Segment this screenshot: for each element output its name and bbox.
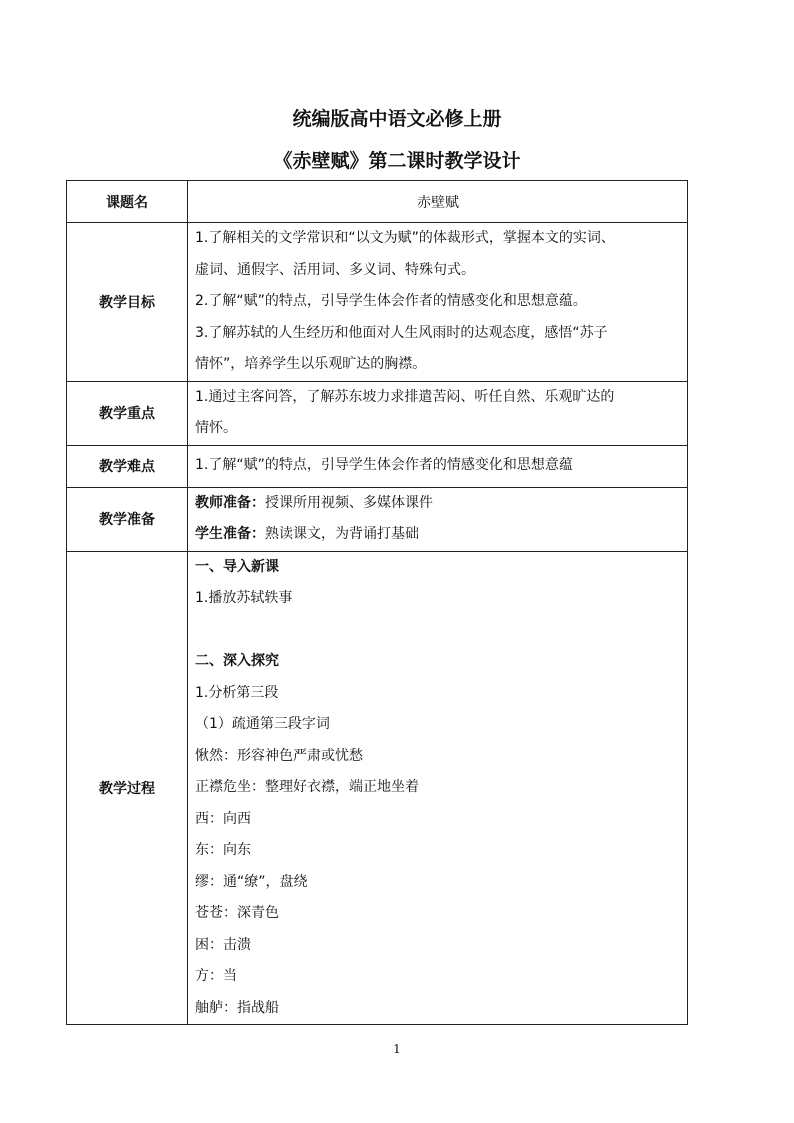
teacher-prep-text: 授课所用视频、多媒体课件 <box>265 494 433 511</box>
difficulty-content <box>188 445 688 487</box>
section-heading: 二、深入探究 <box>195 653 279 669</box>
label-focus: 教学重点 <box>67 381 188 445</box>
glossary-entry: 缪：通“缭”，盘绕 <box>195 873 308 890</box>
label-process: 教学过程 <box>67 551 188 1025</box>
preparation-content <box>188 487 688 551</box>
label-preparation: 教学准备 <box>67 487 188 551</box>
goal-line: 虚词、通假字、活用词、多义词、特殊句式。 <box>195 261 475 278</box>
page-number: 1 <box>393 1042 401 1056</box>
difficulty-line: 1.了解“赋”的特点，引导学生体会作者的情感变化和思想意蕴 <box>195 457 573 474</box>
table-row-title <box>67 181 688 223</box>
label-topic: 课题名 <box>67 181 188 223</box>
table-row-goals <box>67 223 688 382</box>
glossary-entry: 愀然：形容神色严肃或忧愁 <box>195 747 363 764</box>
student-prep-text: 熟读课文，为背诵打基础 <box>265 526 419 542</box>
document-title: 统编版高中语文必修上册 <box>292 108 502 130</box>
glossary-entry: 困：击溃 <box>195 936 251 953</box>
blank-line <box>195 615 681 647</box>
glossary-entry: 舳舻：指战船 <box>195 999 279 1016</box>
focus-line: 情怀。 <box>195 420 237 436</box>
glossary-entry: 方：当 <box>195 968 237 984</box>
goal-line: 情怀”，培养学生以乐观旷达的胸襟。 <box>195 356 427 372</box>
document-subtitle: 《赤壁赋》第二课时教学设计 <box>273 150 521 172</box>
goal-line: 3.了解苏轼的人生经历和他面对人生风雨时的达观态度，感悟“苏子 <box>195 324 608 341</box>
process-item: 1.分析第三段 <box>195 684 279 701</box>
table-row-focus <box>67 381 688 445</box>
lesson-plan-table <box>66 180 688 1025</box>
teacher-prep-label: 教师准备： <box>195 494 265 511</box>
goal-line: 1.了解相关的文学常识和“以文为赋”的体裁形式，掌握本文的实词、 <box>195 230 615 246</box>
student-prep-label: 学生准备： <box>195 526 265 542</box>
label-difficulty: 教学难点 <box>67 445 188 487</box>
value-topic: 赤壁赋 <box>188 181 688 223</box>
teacher-prep-line <box>195 488 681 520</box>
student-prep-line <box>195 519 681 551</box>
section-heading: 一、导入新课 <box>195 558 279 575</box>
glossary-entry: 苍苍：深青色 <box>195 905 279 921</box>
glossary-entry: 西：向西 <box>195 810 251 827</box>
process-content <box>188 551 688 1025</box>
goals-content <box>188 223 688 382</box>
process-item: 1.播放苏轼轶事 <box>195 590 293 606</box>
goal-line: 2.了解“赋”的特点，引导学生体会作者的情感变化和思想意蕴。 <box>195 293 587 309</box>
table-row-process <box>67 551 688 1025</box>
process-subitem: （1）疏通第三段字词 <box>195 716 330 732</box>
glossary-entry: 东：向东 <box>195 842 251 858</box>
table-row-preparation <box>67 487 688 551</box>
focus-content <box>188 381 688 445</box>
focus-line: 1.通过主客问答，了解苏东坡力求排遣苦闷、听任自然、乐观旷达的 <box>195 388 615 405</box>
table-row-difficulty <box>67 445 688 487</box>
label-goals: 教学目标 <box>67 223 188 382</box>
glossary-entry: 正襟危坐：整理好衣襟，端正地坐着 <box>195 779 419 795</box>
